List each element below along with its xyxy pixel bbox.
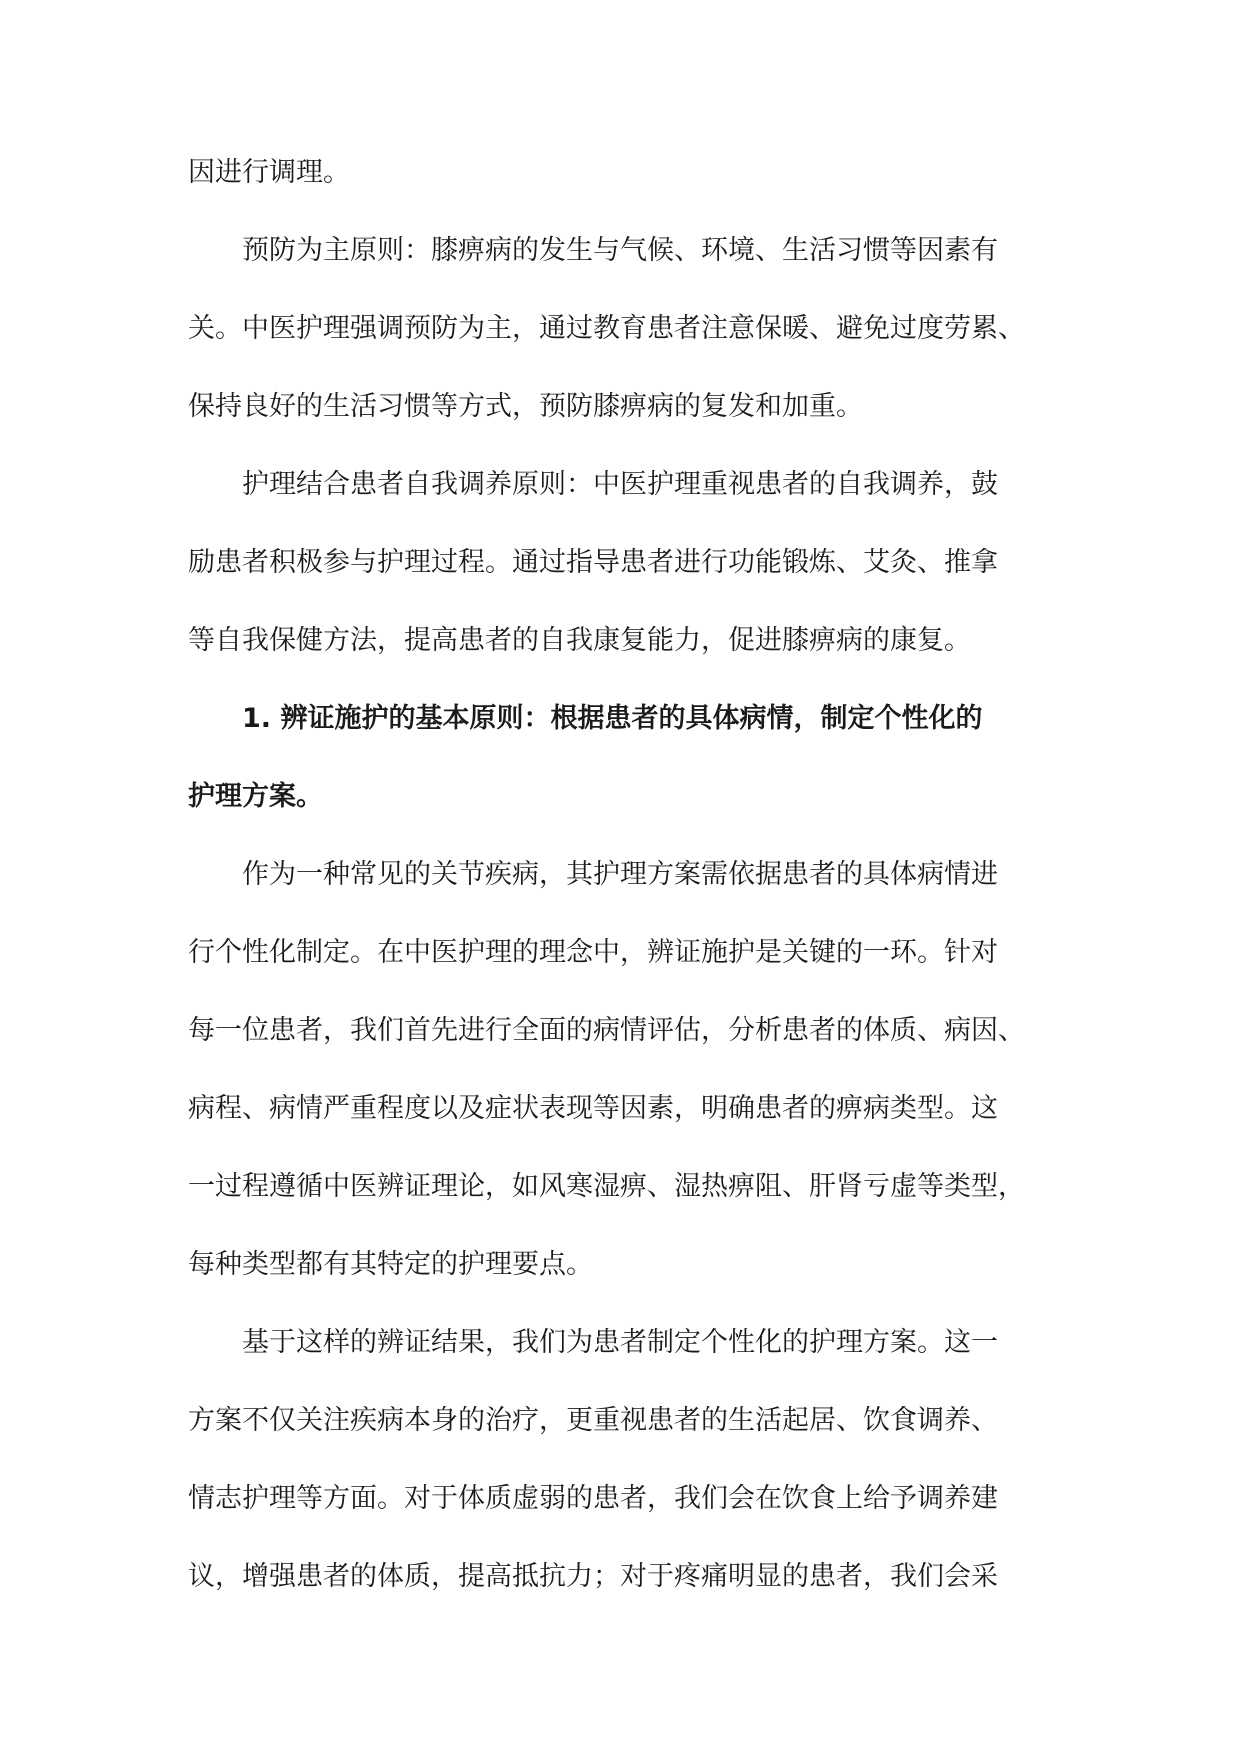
text-line: 每一位患者，我们首先进行全面的病情评估，分析患者的体质、病因、 [188,1015,1025,1046]
text-line: 保持良好的生活习惯等方式，预防膝痹病的复发和加重。 [188,391,863,422]
text-line: 预防为主原则：膝痹病的发生与气候、环境、生活习惯等因素有 [242,235,998,266]
text-line: 病程、病情严重程度以及症状表现等因素，明确患者的痹病类型。这 [188,1093,998,1124]
paragraph-syndrome-assessment [188,836,1056,1304]
text-line: 励患者积极参与护理过程。通过指导患者进行功能锻炼、艾灸、推拿 [188,547,998,578]
section-heading [188,680,1056,836]
paragraph-prevention-principle [188,212,1056,446]
text-line: 关。中医护理强调预防为主，通过教育患者注意保暖、避免过度劳累、 [188,313,1025,344]
heading-line: 1. 辨证施护的基本原则：根据患者的具体病情，制定个性化的 [242,703,983,734]
text-line: 护理结合患者自我调养原则：中医护理重视患者的自我调养，鼓 [242,469,998,500]
text-line: 基于这样的辨证结果，我们为患者制定个性化的护理方案。这一 [242,1327,998,1358]
text-line: 议，增强患者的体质，提高抵抗力；对于疼痛明显的患者，我们会采 [188,1561,998,1592]
paragraph-self-care-principle [188,446,1056,680]
text-line: 等自我保健方法，提高患者的自我康复能力，促进膝痹病的康复。 [188,625,971,656]
text-line: 一过程遵循中医辨证理论，如风寒湿痹、湿热痹阻、肝肾亏虚等类型， [188,1171,1025,1202]
document-page [188,134,1056,1616]
paragraph-continuation [188,134,1056,212]
text-line: 因进行调理。 [188,157,350,188]
text-line: 作为一种常见的关节疾病，其护理方案需依据患者的具体病情进 [242,859,998,890]
paragraph-personalized-plan [188,1304,1056,1616]
text-line: 行个性化制定。在中医护理的理念中，辨证施护是关键的一环。针对 [188,937,998,968]
text-line: 方案不仅关注疾病本身的治疗，更重视患者的生活起居、饮食调养、 [188,1405,998,1436]
heading-line: 护理方案。 [188,781,323,812]
text-line: 情志护理等方面。对于体质虚弱的患者，我们会在饮食上给予调养建 [188,1483,998,1514]
text-line: 每种类型都有其特定的护理要点。 [188,1249,593,1280]
